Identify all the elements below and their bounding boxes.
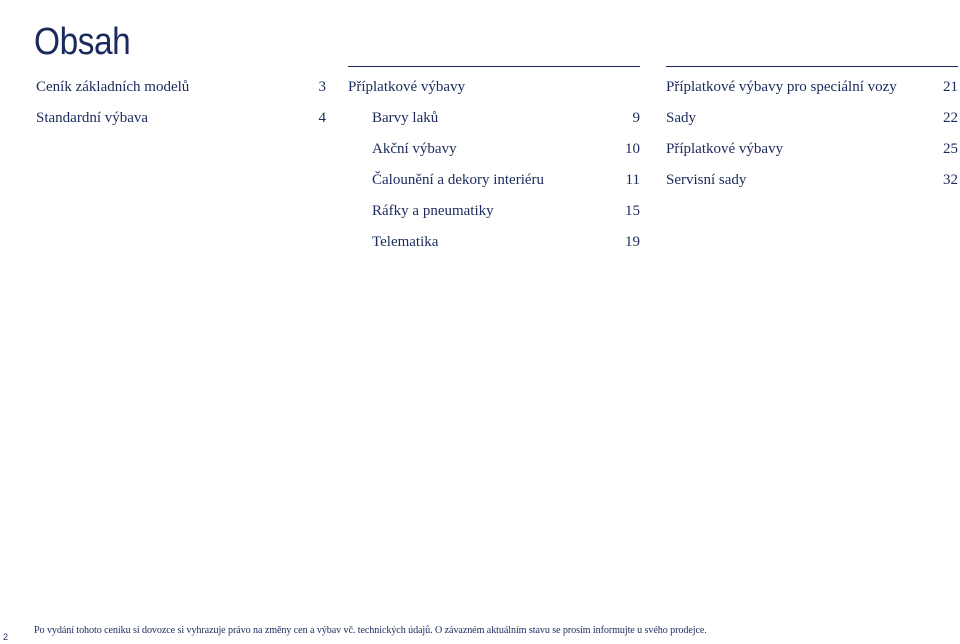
toc-entry-page: 11	[625, 172, 640, 188]
toc-entry-page: 15	[625, 203, 640, 219]
toc-entry[interactable]	[666, 134, 958, 165]
toc-entry-label: Ceník základních modelů	[36, 79, 190, 95]
toc-entry-page: 10	[625, 141, 640, 157]
toc-entry-label: Čalounění a dekory interiéru	[372, 172, 545, 188]
toc-entry[interactable]	[348, 196, 640, 227]
toc-entry[interactable]	[36, 72, 326, 103]
toc-entry-page: 25	[943, 141, 958, 157]
toc-column-2	[348, 66, 640, 258]
toc-entry-page: 4	[318, 110, 326, 126]
toc-column-1	[36, 66, 326, 134]
toc-column-3	[666, 66, 958, 196]
toc-entry[interactable]	[348, 165, 640, 196]
toc-entry-label: Příplatkové výbavy	[666, 141, 784, 157]
toc-entry-label: Barvy laků	[372, 110, 439, 126]
disclaimer-footer: Po vydání tohoto ceníku si dovozce si vyhrazuje právo na změny cen a výbav vč. technických údajů. O závazném aktuálním stavu se prosím informujte u svého prodejce.	[34, 624, 707, 636]
toc-heading-label: Příplatkové výbavy	[348, 79, 466, 95]
toc-entry-page: 19	[625, 234, 640, 250]
toc-entry[interactable]	[36, 103, 326, 134]
toc-entry[interactable]	[666, 103, 958, 134]
toc-entry-label: Telematika	[372, 234, 439, 250]
toc-entry-label: Příplatkové výbavy pro speciální vozy	[666, 79, 897, 95]
toc-entry-page: 21	[943, 79, 958, 95]
toc-entry-page: 3	[318, 79, 326, 95]
toc-entry-page: 32	[943, 172, 958, 188]
toc-entry-label: Ráfky a pneumatiky	[372, 203, 494, 219]
toc-entry-label: Servisní sady	[666, 172, 747, 188]
toc-entry[interactable]	[666, 72, 958, 103]
toc-entry[interactable]	[348, 103, 640, 134]
toc-entry-page: 22	[943, 110, 958, 126]
toc-entry-label: Standardní výbava	[36, 110, 149, 126]
toc-entry[interactable]	[348, 227, 640, 258]
page-title: Obsah	[34, 21, 131, 64]
toc-entry-label: Akční výbavy	[372, 141, 457, 157]
toc-entry[interactable]	[666, 165, 958, 196]
toc-entry-page: 9	[632, 110, 640, 126]
toc-entry-label: Sady	[666, 110, 696, 126]
toc-section-heading[interactable]	[348, 72, 640, 103]
page-number: 2	[3, 632, 9, 642]
toc-entry[interactable]	[348, 134, 640, 165]
